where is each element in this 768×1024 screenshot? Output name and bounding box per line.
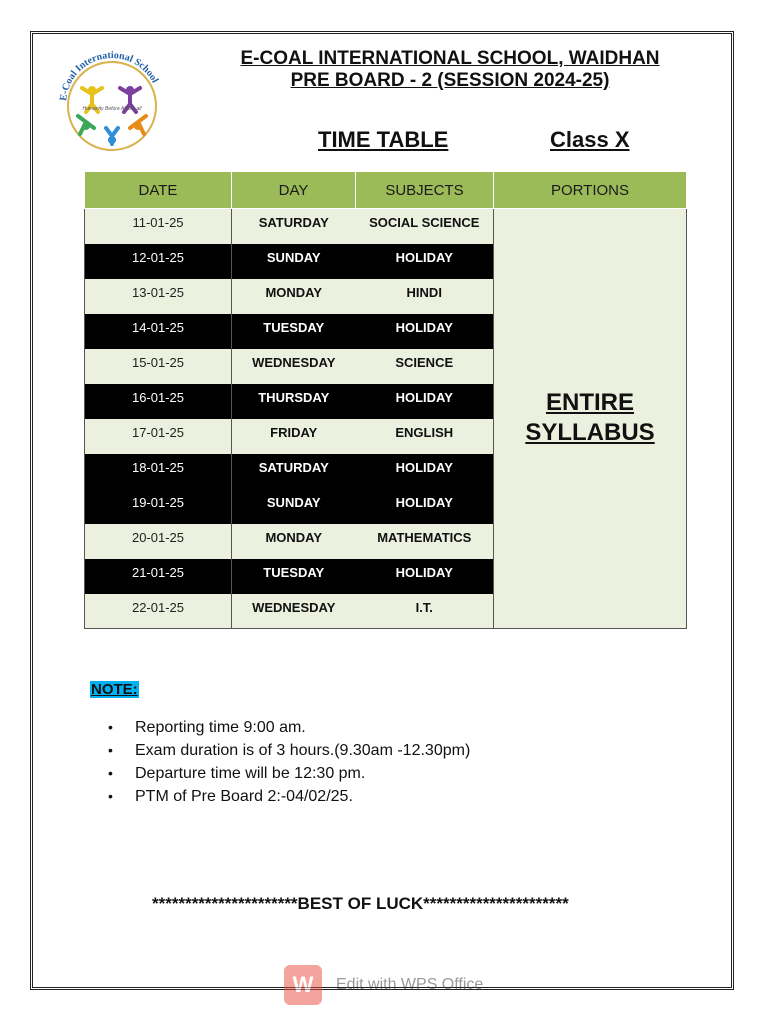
subject-cell: HOLIDAY (356, 314, 494, 349)
subject-cell: HINDI (356, 279, 494, 314)
subject-cell: HOLIDAY (356, 559, 494, 594)
exam-name: PRE BOARD - 2 (SESSION 2024-25) (290, 70, 610, 91)
page-title: TIME TABLE (318, 127, 449, 152)
subject-cell: HOLIDAY (356, 489, 494, 524)
column-header-day: DAY (232, 172, 356, 209)
day-cell: TUESDAY (232, 559, 356, 594)
list-item: • PTM of Pre Board 2:-04/02/25. (108, 785, 470, 808)
date-cell: 16-01-25 (85, 384, 232, 419)
column-header-date: DATE (85, 172, 232, 209)
date-cell: 20-01-25 (85, 524, 232, 559)
day-cell: SATURDAY (232, 209, 356, 244)
list-item: • Reporting time 9:00 am. (108, 716, 470, 739)
date-cell: 12-01-25 (85, 244, 232, 279)
date-cell: 18-01-25 (85, 454, 232, 489)
note-label: NOTE: (91, 681, 138, 698)
subject-cell: I.T. (356, 594, 494, 629)
subject-cell: SOCIAL SCIENCE (356, 209, 494, 244)
logo-ring-text: E-Coal International School (58, 50, 161, 102)
subject-cell: HOLIDAY (356, 384, 494, 419)
day-cell: SUNDAY (232, 244, 356, 279)
day-cell: FRIDAY (232, 419, 356, 454)
date-cell: 13-01-25 (85, 279, 232, 314)
date-cell: 22-01-25 (85, 594, 232, 629)
table-header-row (85, 172, 687, 209)
subject-cell: ENGLISH (356, 419, 494, 454)
subject-cell: MATHEMATICS (356, 524, 494, 559)
day-cell: SUNDAY (232, 489, 356, 524)
day-cell: WEDNESDAY (232, 594, 356, 629)
day-cell: MONDAY (232, 279, 356, 314)
day-cell: THURSDAY (232, 384, 356, 419)
best-of-luck-banner: **********************BEST OF LUCK********************** (152, 894, 569, 913)
column-header-subjects: SUBJECTS (356, 172, 494, 209)
portion-text-line1: ENTIRE (545, 389, 634, 416)
date-cell: 21-01-25 (85, 559, 232, 594)
date-cell: 15-01-25 (85, 349, 232, 384)
column-header-portions: PORTIONS (494, 172, 687, 209)
logo-motto: Humanity Before Above all (82, 106, 142, 112)
note-list (108, 716, 470, 808)
portions-cell (494, 209, 687, 629)
school-header (240, 48, 660, 92)
list-item: • Exam duration is of 3 hours.(9.30am -12.30pm) (108, 739, 470, 762)
wps-logo-icon: W (284, 965, 322, 1005)
day-cell: TUESDAY (232, 314, 356, 349)
date-cell: 14-01-25 (85, 314, 232, 349)
class-label: Class X (550, 127, 630, 152)
list-item: • Departure time will be 12:30 pm. (108, 762, 470, 785)
day-cell: SATURDAY (232, 454, 356, 489)
subject-cell: SCIENCE (356, 349, 494, 384)
portion-text-line2: SYLLABUS (525, 419, 655, 446)
day-cell: WEDNESDAY (232, 349, 356, 384)
date-cell: 19-01-25 (85, 489, 232, 524)
subject-cell: HOLIDAY (356, 454, 494, 489)
wps-watermark[interactable] (284, 965, 483, 1005)
date-cell: 11-01-25 (85, 209, 232, 244)
day-cell: MONDAY (232, 524, 356, 559)
school-logo (52, 44, 172, 156)
date-cell: 17-01-25 (85, 419, 232, 454)
subject-cell: HOLIDAY (356, 244, 494, 279)
school-name: E-COAL INTERNATIONAL SCHOOL, WAIDHAN (240, 48, 660, 69)
table-row (85, 209, 687, 244)
wps-watermark-text: Edit with WPS Office (336, 976, 484, 993)
timetable (84, 171, 687, 629)
